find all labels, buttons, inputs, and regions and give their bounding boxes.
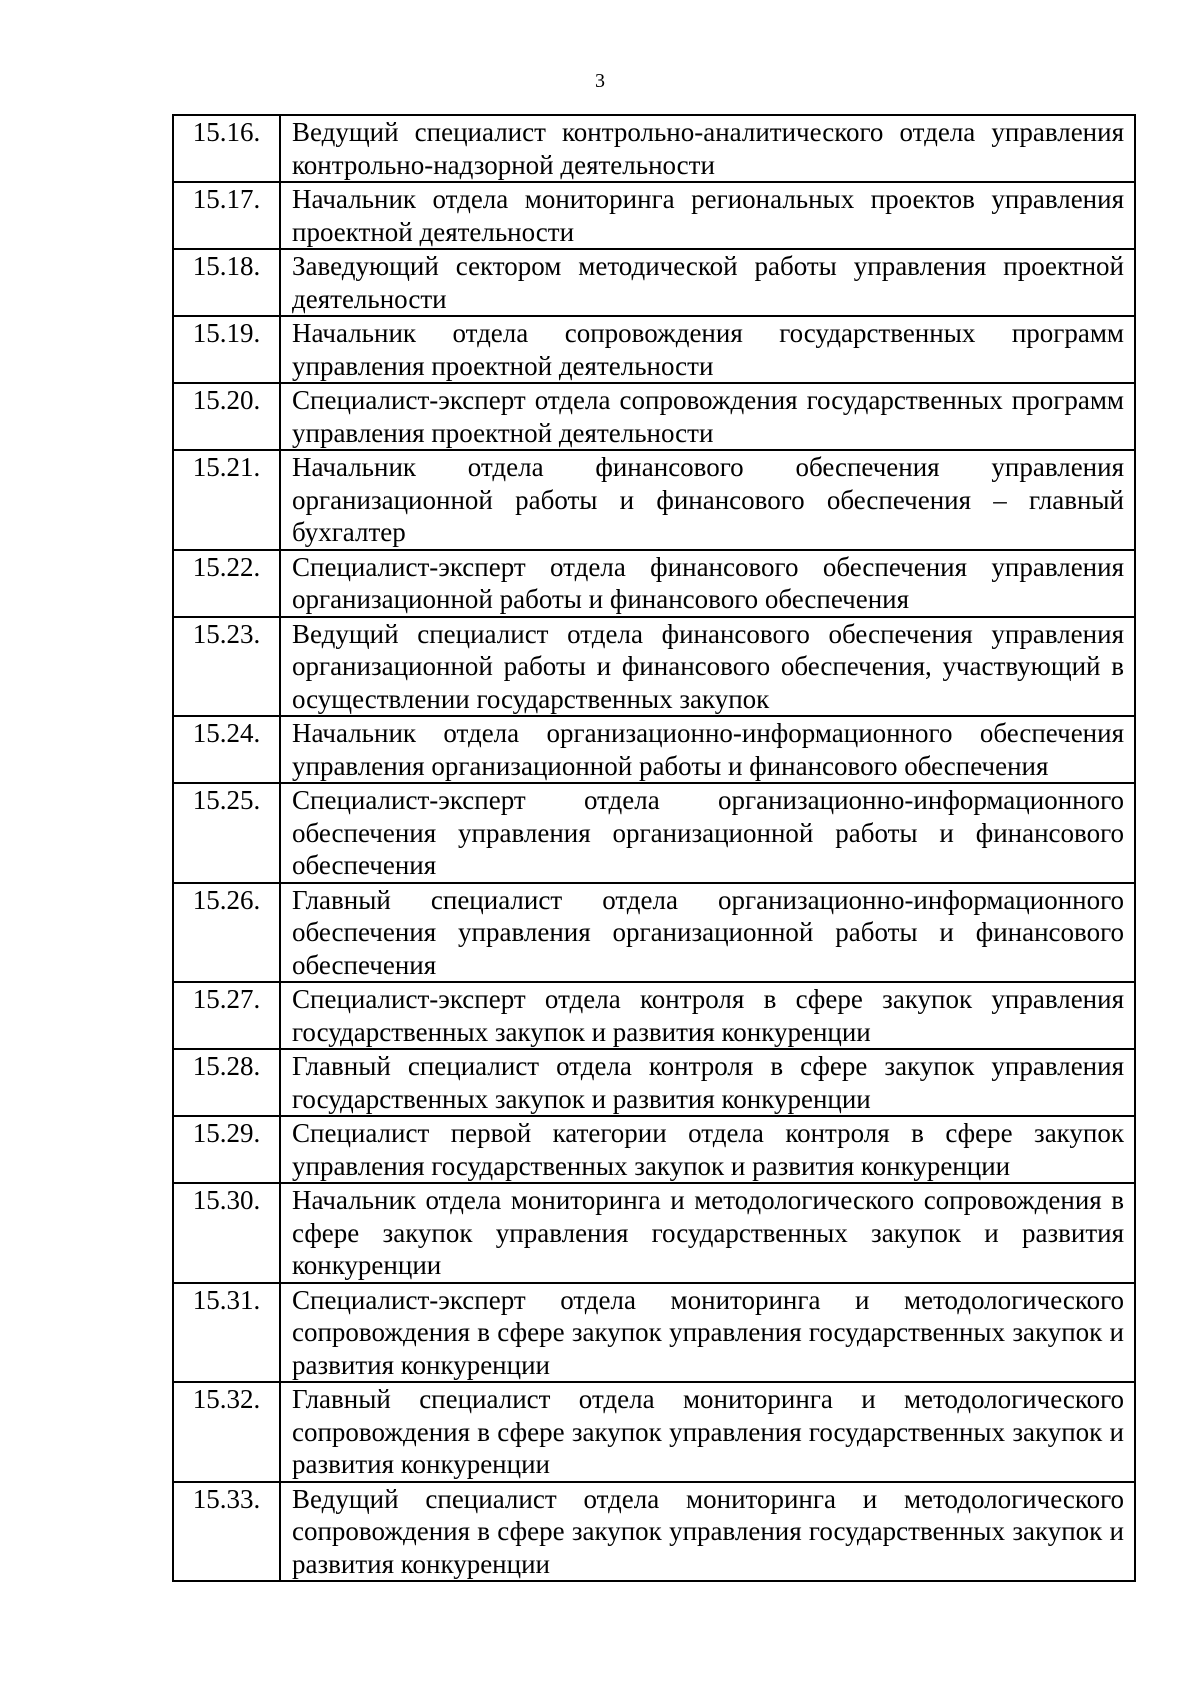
table-row <box>173 783 1135 883</box>
table-row <box>173 450 1135 550</box>
row-number: 15.19. <box>173 316 280 383</box>
row-position-text: Начальник отдела сопровождения государственных программ управления проектной деятельности <box>280 316 1135 383</box>
row-number: 15.23. <box>173 617 280 717</box>
row-position-text: Заведующий сектором методической работы управления проектной деятельности <box>280 249 1135 316</box>
table-row <box>173 1382 1135 1482</box>
row-position-text: Специалист-эксперт отдела сопровождения государственных программ управления проектной деятельности <box>280 383 1135 450</box>
table-row <box>173 1049 1135 1116</box>
row-number: 15.33. <box>173 1482 280 1582</box>
row-number: 15.26. <box>173 883 280 983</box>
row-number: 15.28. <box>173 1049 280 1116</box>
row-position-text: Начальник отдела мониторинга и методологического сопровождения в сфере закупок управления государственных закупок и развития конкуренции <box>280 1183 1135 1283</box>
table-row <box>173 617 1135 717</box>
row-position-text: Ведущий специалист отдела мониторинга и методологического сопровождения в сфере закупок управления государственных закупок и развития конкуренции <box>280 1482 1135 1582</box>
row-number: 15.20. <box>173 383 280 450</box>
table-row <box>173 115 1135 182</box>
page-number: 3 <box>595 70 605 92</box>
row-number: 15.18. <box>173 249 280 316</box>
row-number: 15.31. <box>173 1283 280 1383</box>
table-row <box>173 383 1135 450</box>
row-position-text: Главный специалист отдела контроля в сфере закупок управления государственных закупок и развития конкуренции <box>280 1049 1135 1116</box>
row-position-text: Начальник отдела организационно-информационного обеспечения управления организационной работы и финансового обеспечения <box>280 716 1135 783</box>
row-position-text: Главный специалист отдела организационно-информационного обеспечения управления организационной работы и финансового обеспечения <box>280 883 1135 983</box>
row-number: 15.21. <box>173 450 280 550</box>
table-row <box>173 182 1135 249</box>
row-position-text: Специалист-эксперт отдела организационно-информационного обеспечения управления организационной работы и финансового обеспечения <box>280 783 1135 883</box>
positions-table-body <box>173 115 1135 1581</box>
row-position-text: Специалист-эксперт отдела финансового обеспечения управления организационной работы и финансового обеспечения <box>280 550 1135 617</box>
table-row <box>173 1183 1135 1283</box>
row-number: 15.16. <box>173 115 280 182</box>
row-position-text: Специалист первой категории отдела контроля в сфере закупок управления государственных закупок и развития конкуренции <box>280 1116 1135 1183</box>
row-position-text: Главный специалист отдела мониторинга и методологического сопровождения в сфере закупок управления государственных закупок и развития конкуренции <box>280 1382 1135 1482</box>
table-row <box>173 316 1135 383</box>
row-position-text: Ведущий специалист отдела финансового обеспечения управления организационной работы и финансового обеспечения, участвующий в осуществлении государственных закупок <box>280 617 1135 717</box>
row-number: 15.32. <box>173 1382 280 1482</box>
table-row <box>173 249 1135 316</box>
row-position-text: Начальник отдела мониторинга региональных проектов управления проектной деятельности <box>280 182 1135 249</box>
row-number: 15.25. <box>173 783 280 883</box>
positions-table <box>172 114 1136 1582</box>
row-number: 15.30. <box>173 1183 280 1283</box>
row-number: 15.24. <box>173 716 280 783</box>
row-number: 15.22. <box>173 550 280 617</box>
table-row <box>173 1482 1135 1582</box>
table-row <box>173 883 1135 983</box>
table-row <box>173 550 1135 617</box>
row-number: 15.17. <box>173 182 280 249</box>
table-row <box>173 982 1135 1049</box>
row-number: 15.27. <box>173 982 280 1049</box>
row-position-text: Ведущий специалист контрольно-аналитического отдела управления контрольно-надзорной деятельности <box>280 115 1135 182</box>
row-number: 15.29. <box>173 1116 280 1183</box>
table-row <box>173 1116 1135 1183</box>
table-row <box>173 716 1135 783</box>
table-row <box>173 1283 1135 1383</box>
row-position-text: Специалист-эксперт отдела мониторинга и методологического сопровождения в сфере закупок управления государственных закупок и развития конкуренции <box>280 1283 1135 1383</box>
row-position-text: Начальник отдела финансового обеспечения управления организационной работы и финансового обеспечения – главный бухгалтер <box>280 450 1135 550</box>
row-position-text: Специалист-эксперт отдела контроля в сфере закупок управления государственных закупок и развития конкуренции <box>280 982 1135 1049</box>
